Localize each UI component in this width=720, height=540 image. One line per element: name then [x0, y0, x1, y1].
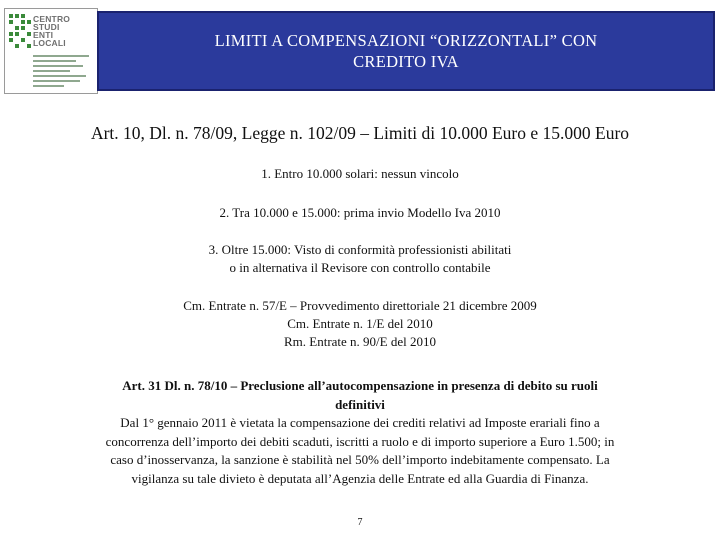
logo-fine-print [33, 55, 95, 90]
art31-body-line: caso d’inosservanza, la sanzione è stabilità nel 50% dell’importo indebitamente compensato. La [110, 452, 610, 467]
title-banner [97, 11, 715, 91]
references [0, 297, 720, 351]
reference-line: Cm. Entrate n. 57/E – Provvedimento direttoriale 21 dicembre 2009 [183, 298, 537, 313]
reference-line: Cm. Entrate n. 1/E del 2010 [287, 316, 433, 331]
logo [4, 8, 98, 94]
art31-body-line: concorrenza dell’importo dei debiti scaduti, iscritti a ruolo e di importo superiore a Euro 1.500; in [105, 433, 615, 449]
logo-grid-icon [9, 14, 31, 54]
art31-body-line: Dal 1° gennaio 2011 è vietata la compensazione dei crediti relativi ad Imposte erariali fino a [120, 415, 600, 430]
slide-title-line-1: LIMITI A COMPENSAZIONI “ORIZZONTALI” CON [214, 31, 598, 50]
art31-body-line: vigilanza su tale divieto è deputata all’Agenzia delle Entrate ed alla Guardia di Finanza. [131, 470, 589, 486]
art31-heading: Art. 31 Dl. n. 78/10 – Preclusione all’autocompensazione in presenza di debito su ruoli [122, 378, 598, 393]
list-item-continuation: o in alternativa il Revisore con controllo contabile [229, 260, 491, 275]
page-number: 7 [357, 517, 363, 528]
main-heading: Art. 10, Dl. n. 78/09, Legge n. 102/09 – Limiti di 10.000 Euro e 15.000 Euro [90, 123, 630, 143]
list-item: 2. Tra 10.000 e 15.000: prima invio Modello Iva 2010 [219, 205, 501, 220]
reference-line: Rm. Entrate n. 90/E del 2010 [283, 334, 436, 349]
art31-section [40, 377, 680, 488]
slide-title-line-2: CREDITO IVA [353, 52, 459, 71]
list-item: 3. Oltre 15.000: Visto di conformità professionisti abilitati [208, 242, 512, 257]
list-item: 1. Entro 10.000 solari: nessun vincolo [261, 166, 459, 181]
logo-wordmark: CENTRO STUDI ENTI LOCALI [33, 14, 71, 48]
art31-heading-continuation: definitivi [335, 396, 385, 412]
